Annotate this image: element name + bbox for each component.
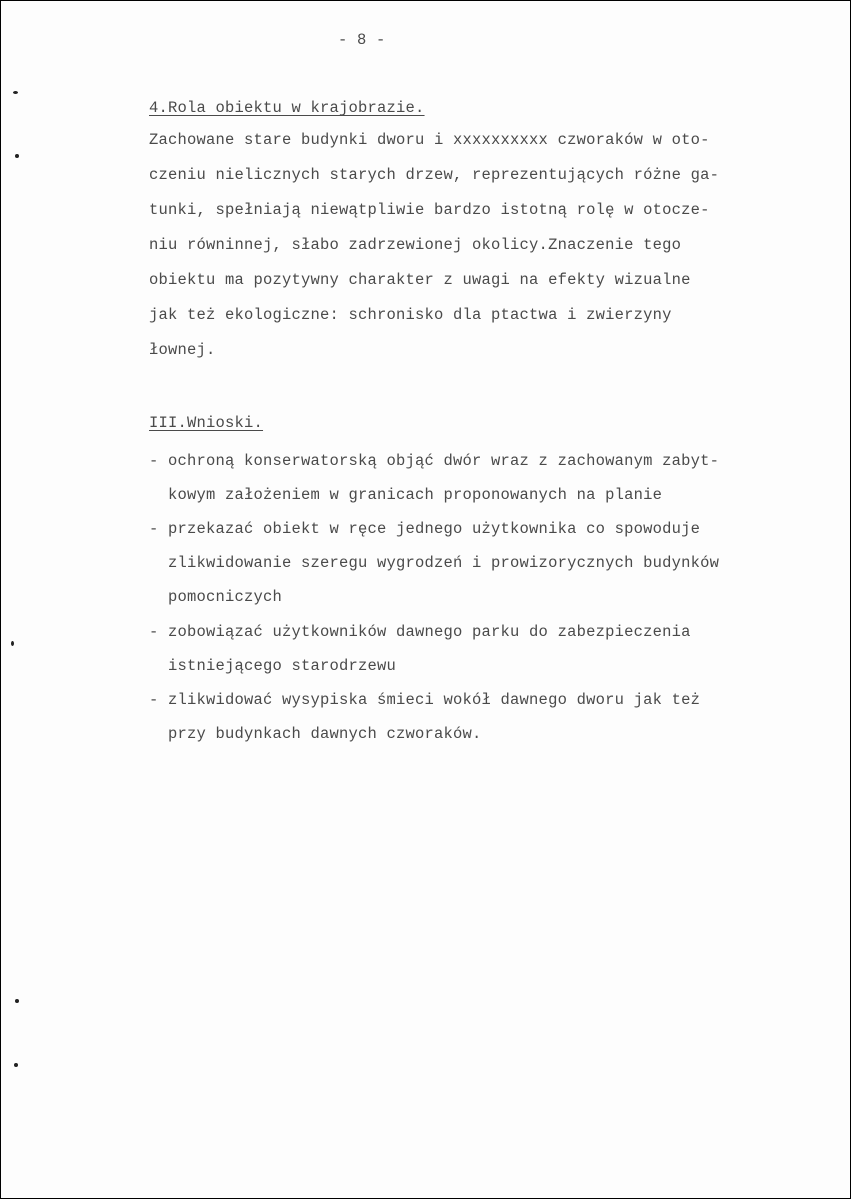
list-item-line: zlikwidowanie szeregu wygrodzeń i prowizorycznych budynków: [149, 554, 720, 572]
page-number: - 8 -: [338, 31, 386, 49]
binding-hole-mark: [13, 91, 18, 94]
paragraph-line: jak też ekologiczne: schronisko dla ptactwa i zwierzyny: [149, 306, 672, 324]
list-item-line: pomocniczych: [149, 588, 283, 606]
section-heading-conclusions: III.Wnioski.: [149, 414, 264, 432]
list-item-line: kowym założeniem w granicach proponowanych na planie: [149, 486, 663, 504]
section-heading-role: 4.Rola obiektu w krajobrazie.: [149, 99, 425, 117]
list-item-line: - przekazać obiekt w ręce jednego użytkownika co spowoduje: [149, 520, 701, 538]
binding-hole-mark: [15, 999, 19, 1003]
list-item-line: przy budynkach dawnych czworaków.: [149, 725, 482, 743]
paragraph-line: tunki, spełniają niewątpliwie bardzo istotną rolę w otocze-: [149, 201, 710, 219]
binding-hole-mark: [14, 1063, 18, 1067]
binding-hole-mark: [15, 154, 19, 158]
paragraph-line: czeniu nielicznych starych drzew, reprezentujących różne ga-: [149, 166, 720, 184]
paragraph-line: Zachowane stare budynki dworu i xxxxxxxxxx czworaków w oto-: [149, 131, 710, 149]
list-item-line: istniejącego starodrzewu: [149, 657, 397, 675]
list-item-line: - ochroną konserwatorską objąć dwór wraz z zachowanym zabyt-: [149, 452, 720, 470]
paragraph-line: łownej.: [149, 341, 216, 359]
list-item-line: - zobowiązać użytkowników dawnego parku do zabezpieczenia: [149, 623, 691, 641]
list-item-line: - zlikwidować wysypiska śmieci wokół dawnego dworu jak też: [149, 691, 701, 709]
binding-hole-mark: [11, 641, 14, 646]
paragraph-line: niu równinnej, słabo zadrzewionej okolicy.Znaczenie tego: [149, 236, 682, 254]
paragraph-line: obiektu ma pozytywny charakter z uwagi na efekty wizualne: [149, 271, 691, 289]
